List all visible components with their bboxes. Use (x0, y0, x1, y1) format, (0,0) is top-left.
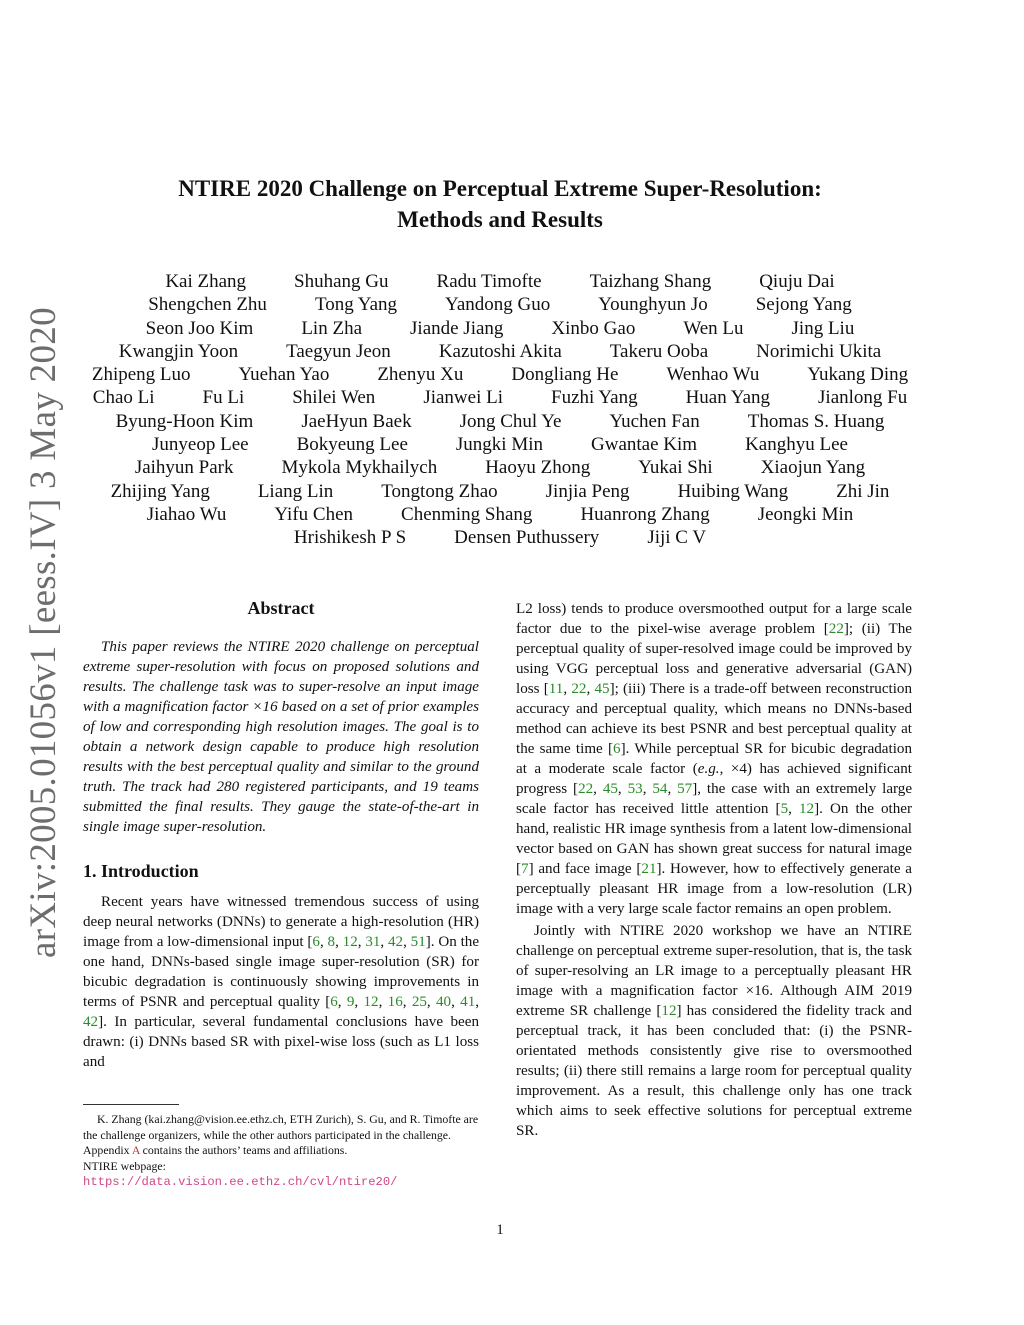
author-name: Yukang Ding (807, 364, 909, 386)
citation[interactable]: 8 (327, 934, 336, 950)
author-list (0, 270, 1000, 550)
author-row (0, 293, 1000, 316)
citation[interactable]: 11 (548, 681, 564, 697)
citation[interactable]: 16 (387, 994, 403, 1010)
footnote (83, 1112, 479, 1191)
author-name: Huibing Wang (677, 480, 789, 502)
author-name: Jing Liu (791, 317, 855, 339)
author-name: Huan Yang (685, 387, 771, 409)
citation[interactable]: 42 (83, 1014, 99, 1030)
author-name: Kanghyu Lee (745, 434, 848, 456)
author-name: Fu Li (202, 387, 245, 409)
author-name: Xiaojun Yang (760, 457, 866, 479)
author-name: Zhenyu Xu (377, 364, 464, 386)
citation[interactable]: 45 (594, 681, 610, 697)
author-name: Jiande Jiang (410, 317, 504, 339)
author-name: Jianwei Li (423, 387, 503, 409)
author-name: Tong Yang (314, 294, 398, 316)
author-name: Zhi Jin (836, 480, 890, 502)
author-name: Yukai Shi (638, 457, 713, 479)
abstract-text: This paper reviews the NTIRE 2020 challenge on perceptual extreme super-resolution with focus on proposed solutions and results. The challenge task was to super-resolve an input image with a magnification factor ×16 based on a set of prior examples of low and corresponding high resolution images. The goal is to obtain a network design capable to produce high resolution results with the best perceptual quality and similar to the ground truth. The track had 280 registered participants, and 19 teams submitted the final results. They gauge the state-of-the-art in single image super-resolution. (83, 639, 479, 835)
author-name: Fuzhi Yang (551, 387, 638, 409)
intro-text: ]. In particular, several fundamental conclusions have been drawn: (i) DNNs based SR with pixel-wise loss (such as L1 loss and (83, 1014, 479, 1070)
citation[interactable]: 40 (436, 994, 452, 1010)
author-name: Takeru Ooba (609, 340, 709, 362)
author-name: Jiji C V (647, 527, 707, 549)
author-name: Shengchen Zhu (148, 294, 267, 316)
author-row (0, 363, 1000, 386)
page-number: 1 (496, 1222, 504, 1238)
intro-paragraph: Recent years have witnessed tremendous success of using deep neural networks (DNNs) to generate a high-resolution (HR) image from a low-dimensional input [6, 8, 12, 31, 42, 51]. On the one hand, DNNs-based single image super-resolution (SR) for bicubic degradation is continuously showing improvements in terms of PSNR and perceptual quality [6, 9, 12, 16, 25, 40, 41, 42]. In particular, several fundamental conclusions have been drawn: (i) DNNs based SR with pixel-wise loss (such as L1 loss and (83, 894, 480, 1070)
author-name: Yuchen Fan (609, 410, 700, 432)
author-name: Jeongki Min (757, 503, 854, 525)
author-name: Lin Zha (301, 317, 363, 339)
footnote-webpage-label: NTIRE webpage: (83, 1158, 166, 1173)
right-column (516, 599, 912, 1141)
author-row (0, 503, 1000, 526)
author-name: Zhipeng Luo (91, 364, 191, 386)
paper-title (0, 173, 1000, 235)
title-line-2: Methods and Results (397, 207, 603, 232)
author-name: Jaihyun Park (134, 457, 234, 479)
author-name: Shilei Wen (292, 387, 376, 409)
citation[interactable]: 12 (661, 1003, 677, 1019)
author-name: Yandong Guo (445, 294, 551, 316)
right-paragraph-1: L2 loss) tends to produce oversmoothed output for a large scale factor due to the pixel-wise average problem [22]; (ii) The perceptual quality of super-resolved image could be improved by using VGG perceptual loss and generative adversarial (GAN) loss [11, 22, 45]; (iii) There is a trade-off between reconstruction accuracy and perceptual quality, which means no DNNs-based method can achieve its best PSNR and best perceptual quality at the same time [6]. While perceptual SR for bicubic degradation at a moderate scale factor (e.g., ×4) has achieved significant progress [22, 45, 53, 54, 57], the case with an extremely large scale factor has received little attention [5, 12]. On the other hand, realistic HR image synthesis from a latent low-dimensional vector based on GAN has shown great success for natural image [7] and face image [21]. However, how to effectively generate a perceptually pleasant HR image from a low-resolution (LR) image with a very large scale factor remains an open problem. (516, 601, 913, 917)
eg-text: e.g. (697, 761, 720, 777)
citation[interactable]: 31 (365, 934, 381, 950)
author-name: Seon Joo Kim (145, 317, 254, 339)
author-name: Haoyu Zhong (485, 457, 591, 479)
author-name: Jiahao Wu (146, 503, 227, 525)
arxiv-stamp: arXiv:2005.01056v1 [eess.IV] 3 May 2020 (23, 307, 64, 958)
citation[interactable]: 12 (363, 994, 379, 1010)
footnote-text: K. Zhang (kai.zhang@vision.ee.ethz.ch, ETH Zurich), S. Gu, and R. Timofte are the challenge organizers, while the other authors participated in the challenge. Appendix A contains the authors’ teams and affiliations. (83, 1112, 479, 1157)
author-row (0, 410, 1000, 433)
ntire-webpage-link[interactable]: https://data.vision.ee.ethz.ch/cvl/ntire20/ (83, 1175, 398, 1189)
author-name: Jungki Min (455, 434, 544, 456)
author-name: Wen Lu (683, 317, 744, 339)
author-row (0, 270, 1000, 293)
author-name: JaeHyun Baek (301, 410, 412, 432)
citation[interactable]: 22 (571, 681, 587, 697)
author-name: Gwantae Kim (591, 434, 698, 456)
citation[interactable]: 25 (411, 994, 427, 1010)
citation[interactable]: 6 (613, 741, 621, 757)
intro-text: ]. On the one hand, DNNs-based single image super-resolution (SR) for bicubic degradation is continuously showing improvements in terms of PSNR and perceptual quality [ (83, 934, 480, 1010)
author-name: Byung-Hoon Kim (115, 410, 254, 432)
author-name: Radu Timofte (436, 271, 542, 292)
author-row (0, 526, 1000, 549)
author-name: Chao Li (92, 387, 155, 409)
author-name: Huanrong Zhang (580, 503, 710, 525)
author-row (0, 340, 1000, 363)
citation[interactable]: 45 (602, 781, 618, 797)
author-name: Taizhang Shang (589, 271, 712, 292)
author-row (0, 433, 1000, 456)
author-name: Shuhang Gu (294, 271, 389, 292)
citation[interactable]: 53 (627, 781, 643, 797)
author-name: Jong Chul Ye (459, 410, 562, 432)
author-name: Taegyun Jeon (286, 340, 391, 362)
author-name: Thomas S. Huang (747, 410, 885, 432)
author-name: Yifu Chen (274, 503, 354, 525)
author-name: Qiuju Dai (759, 271, 835, 292)
citation[interactable]: 9 (346, 994, 355, 1010)
citation[interactable]: 41 (460, 994, 476, 1010)
citation[interactable]: 57 (677, 781, 693, 797)
author-name: Hrishikesh P S (293, 527, 407, 549)
right-paragraph-2: Jointly with NTIRE 2020 workshop we have an NTIRE challenge on perceptual extreme super-resolution, that is, the task of super-resolving an LR image to a perceptually pleasant HR image with a magnification factor ×16. Although AIM 2019 extreme SR challenge [12] has considered the fidelity track and perceptual track, it has been concluded that: (i) the PSNR-orientated methods consistently give rise to oversmoothed results; (ii) there still remains a large room for perceptual quality improvement. As a result, this challenge only has one track which aims to seek effective solutions for perceptual extreme SR. (516, 923, 912, 1139)
appendix-link[interactable]: A (131, 1143, 140, 1157)
author-name: Kazutoshi Akita (438, 340, 562, 362)
author-name: Sejong Yang (755, 294, 852, 316)
citation[interactable]: 21 (641, 861, 657, 877)
citation[interactable]: 5 (780, 801, 789, 817)
author-name: Chenming Shang (401, 503, 533, 525)
introduction-heading: 1. Introduction (83, 861, 199, 881)
author-name: Norimichi Ukita (756, 340, 882, 362)
author-name: Jianlong Fu (818, 387, 908, 409)
citation[interactable]: 22 (578, 781, 594, 797)
author-name: Junyeop Lee (152, 434, 249, 456)
author-name: Yuehan Yao (238, 364, 330, 386)
author-name: Kwangjin Yoon (118, 340, 239, 362)
footnote-rule (83, 1104, 179, 1105)
citation[interactable]: 6 (312, 934, 320, 950)
abstract-heading: Abstract (247, 598, 315, 618)
author-name: Wenhao Wu (666, 364, 760, 386)
author-name: Bokyeung Lee (296, 434, 408, 456)
citation[interactable]: 12 (342, 934, 358, 950)
title-line-1: NTIRE 2020 Challenge on Perceptual Extreme Super-Resolution: (178, 176, 822, 201)
author-row (0, 317, 1000, 340)
citation[interactable]: 7 (521, 861, 529, 877)
citation[interactable]: 42 (388, 934, 404, 950)
author-name: Dongliang He (511, 364, 619, 386)
author-name: Tongtong Zhao (381, 480, 498, 502)
intro-text: Recent years have witnessed tremendous success of using deep neural networks (DNNs) to generate a high-resolution (HR) image from a low-dimensional input [ (83, 894, 479, 950)
author-row (0, 456, 1000, 479)
author-name: Densen Puthussery (454, 527, 600, 549)
left-column (83, 597, 479, 1072)
author-row (0, 386, 1000, 409)
citation[interactable]: 54 (652, 781, 668, 797)
author-name: Xinbo Gao (551, 317, 636, 339)
author-name: Kai Zhang (165, 271, 247, 292)
citation[interactable]: 51 (410, 934, 426, 950)
author-name: Zhijing Yang (110, 480, 210, 502)
author-row (0, 480, 1000, 503)
author-name: Liang Lin (257, 480, 334, 502)
author-name: Jinjia Peng (545, 480, 630, 502)
citation[interactable]: 6 (330, 994, 338, 1010)
citation[interactable]: 22 (828, 621, 844, 637)
citation[interactable]: 12 (798, 801, 815, 817)
author-name: Mykola Mykhailych (281, 457, 438, 479)
author-name: Younghyun Jo (598, 294, 708, 316)
